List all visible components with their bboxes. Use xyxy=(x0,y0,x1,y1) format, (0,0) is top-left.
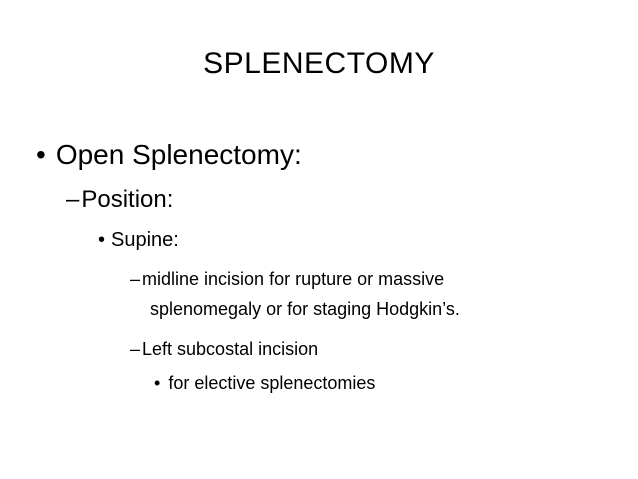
slide-title: SPLENECTOMY xyxy=(203,47,435,80)
bullet-text: midline incision for rupture or massive xyxy=(142,269,445,289)
bullet-text: Open Splenectomy: xyxy=(55,139,302,170)
dash-marker: – xyxy=(130,339,141,359)
bullet-marker: • xyxy=(36,139,46,170)
bullet-text: for elective splenectomies xyxy=(168,373,376,393)
bullet-level-3 xyxy=(98,226,179,254)
bullet-level-4 xyxy=(130,266,444,292)
bullet-text: Left subcostal incision xyxy=(142,339,319,359)
bullet-continuation: splenomegaly or for staging Hodgkin’s. xyxy=(150,299,460,319)
bullet-level-4 xyxy=(130,336,318,362)
bullet-level-1 xyxy=(36,136,302,174)
bullet-marker: • xyxy=(154,373,161,393)
bullet-text: Supine: xyxy=(111,229,179,251)
dash-marker: – xyxy=(66,186,80,213)
bullet-level-5 xyxy=(154,370,375,396)
bullet-marker: • xyxy=(98,229,106,251)
bullet-level-2 xyxy=(66,184,173,216)
dash-marker: – xyxy=(130,269,141,289)
bullet-text: Position: xyxy=(81,186,174,213)
